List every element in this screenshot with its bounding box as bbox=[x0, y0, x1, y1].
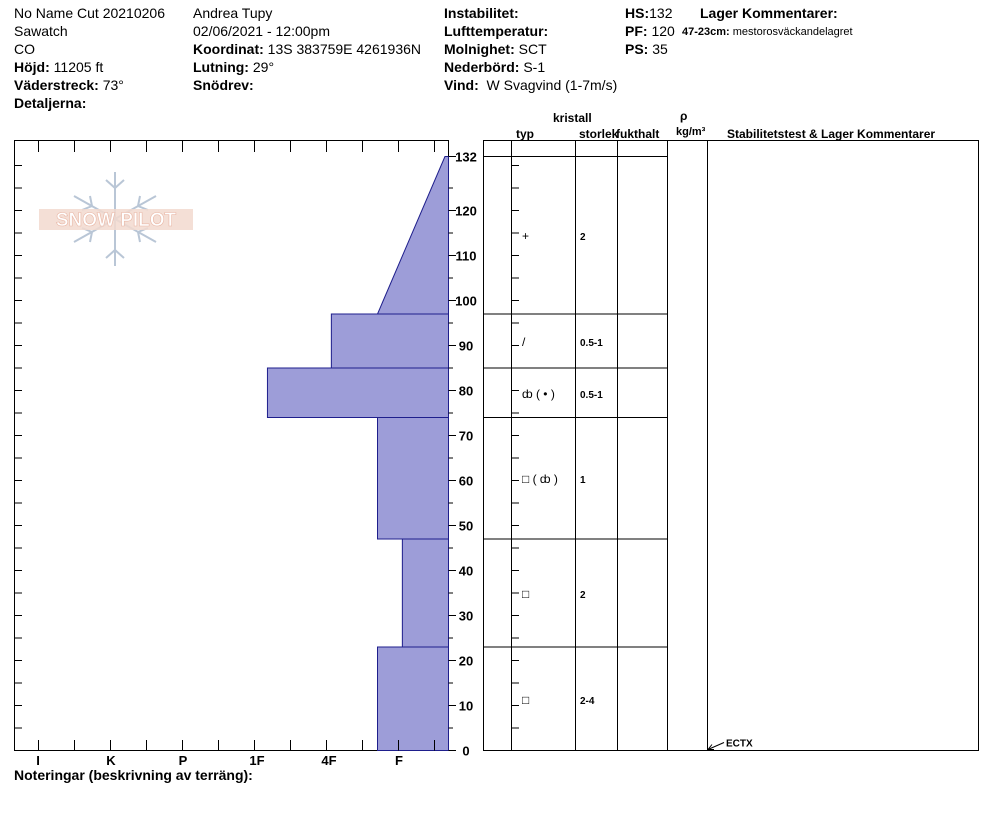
hardness-profile bbox=[267, 157, 448, 751]
grain-size-5: 2-4 bbox=[580, 696, 595, 707]
ps-label: PS: bbox=[625, 41, 649, 57]
y-tick-label-132: 132 bbox=[455, 149, 477, 165]
y-tick-label-70: 70 bbox=[458, 428, 474, 444]
col-moisture: fukthalt bbox=[616, 127, 660, 141]
hardness-label-K: K bbox=[106, 753, 116, 768]
elevation-label: Höjd: bbox=[14, 59, 50, 75]
y-tick-label-90: 90 bbox=[458, 338, 474, 354]
site-name: No Name Cut 20210206 bbox=[14, 5, 165, 21]
grain-size-4: 2 bbox=[580, 590, 586, 601]
layer-table-frame bbox=[484, 141, 979, 751]
ps-value: 35 bbox=[652, 41, 668, 57]
notes-label: Noteringar (beskrivning av terräng): bbox=[14, 767, 253, 783]
y-tick-label-110: 110 bbox=[455, 248, 477, 264]
y-tick-label-80: 80 bbox=[458, 383, 474, 399]
layer-comments-title: Lager Kommentarer: bbox=[700, 5, 838, 21]
aspect-value: 73° bbox=[102, 77, 124, 93]
y-tick-label-30: 30 bbox=[458, 608, 474, 624]
state-name: CO bbox=[14, 41, 35, 57]
y-tick-label-40: 40 bbox=[458, 563, 474, 579]
hardness-label-F: F bbox=[395, 753, 403, 768]
slope-label: Lutning: bbox=[193, 59, 249, 75]
hardness-label-4F: 4F bbox=[321, 753, 337, 768]
airtemp-label: Lufttemperatur: bbox=[444, 23, 549, 39]
col-crystal: kristall bbox=[553, 111, 592, 125]
y-tick-label-50: 50 bbox=[458, 518, 474, 534]
hardness-layer-1 bbox=[331, 314, 448, 368]
hs-label: HS: bbox=[625, 5, 650, 21]
hardness-layer-5 bbox=[378, 647, 449, 751]
col-type: typ bbox=[516, 127, 534, 141]
y-tick-label-100: 100 bbox=[455, 293, 477, 309]
hardness-layer-4 bbox=[402, 539, 448, 647]
y-tick-label-120: 120 bbox=[455, 203, 477, 219]
observer-name: Andrea Tupy bbox=[193, 5, 273, 21]
hardness-label-I: I bbox=[36, 753, 40, 768]
hardness-layer-3 bbox=[378, 418, 449, 540]
test-label-0: ECTX bbox=[726, 738, 753, 750]
grain-type-5: □ bbox=[522, 693, 530, 707]
col-size: storlek bbox=[579, 127, 619, 141]
hardness-label-1F: 1F bbox=[249, 753, 265, 768]
sky-value: SCT bbox=[518, 41, 547, 57]
grain-size-3: 1 bbox=[580, 475, 586, 486]
coordinate-value: 13S 383759E 4261936N bbox=[267, 41, 422, 57]
sky-label: Molnighet: bbox=[444, 41, 515, 57]
hardness-label-P: P bbox=[178, 753, 188, 768]
hardness-layer-2 bbox=[267, 368, 448, 418]
grain-size-1: 0.5-1 bbox=[580, 338, 603, 349]
layer-table-grid bbox=[484, 141, 708, 751]
precip-value: S-1 bbox=[523, 59, 546, 75]
wind-value: W Svagvind (1-7m/s) bbox=[486, 77, 618, 93]
details-label: Detaljerna: bbox=[14, 95, 87, 111]
pf-value: 120 bbox=[651, 23, 675, 39]
logo-text: SNOW PILOT bbox=[55, 210, 177, 231]
grain-type-4: □ bbox=[522, 587, 530, 601]
precip-label: Nederbörd: bbox=[444, 59, 520, 75]
drift-label: Snödrev: bbox=[193, 77, 254, 93]
pf-label: PF: bbox=[625, 23, 648, 39]
range-name: Sawatch bbox=[14, 23, 68, 39]
grain-type-1: / bbox=[522, 335, 526, 349]
hardness-ticks bbox=[15, 141, 435, 769]
grain-size-2: 0.5-1 bbox=[580, 390, 603, 401]
grain-size-0: 2 bbox=[580, 232, 586, 243]
y-tick-label-20: 20 bbox=[458, 653, 474, 669]
aspect-label: Väderstreck: bbox=[14, 77, 99, 93]
coordinate-label: Koordinat: bbox=[193, 41, 264, 57]
grain-type-2: ȸ ( • ) bbox=[522, 387, 555, 401]
snowpilot-logo bbox=[39, 172, 193, 266]
col-density-unit: kg/m³ bbox=[676, 126, 706, 138]
hs-value: 132 bbox=[649, 5, 673, 21]
elevation-value: 11205 ft bbox=[53, 59, 104, 75]
slope-value: 29° bbox=[252, 59, 275, 75]
grain-type-3: □ ( ȸ ) bbox=[522, 472, 558, 486]
col-stability: Stabilitetstest & Lager Kommentarer bbox=[727, 127, 936, 141]
hardness-layer-0 bbox=[378, 157, 449, 315]
instability-label: Instabilitet: bbox=[444, 5, 519, 21]
layer-comment-range: 47-23cm: bbox=[682, 26, 730, 38]
y-tick-label-0: 0 bbox=[462, 743, 470, 759]
layer-table-content bbox=[522, 229, 753, 750]
y-tick-label-10: 10 bbox=[458, 698, 474, 714]
wind-label: Vind: bbox=[444, 77, 479, 93]
grain-type-0: + bbox=[522, 229, 530, 243]
y-tick-label-60: 60 bbox=[458, 473, 474, 489]
height-axis bbox=[449, 150, 477, 759]
observation-datetime: 02/06/2021 - 12:00pm bbox=[193, 23, 330, 39]
col-rho: ρ bbox=[680, 109, 688, 123]
layer-comment-text: mestorosväckandelagret bbox=[732, 26, 853, 38]
